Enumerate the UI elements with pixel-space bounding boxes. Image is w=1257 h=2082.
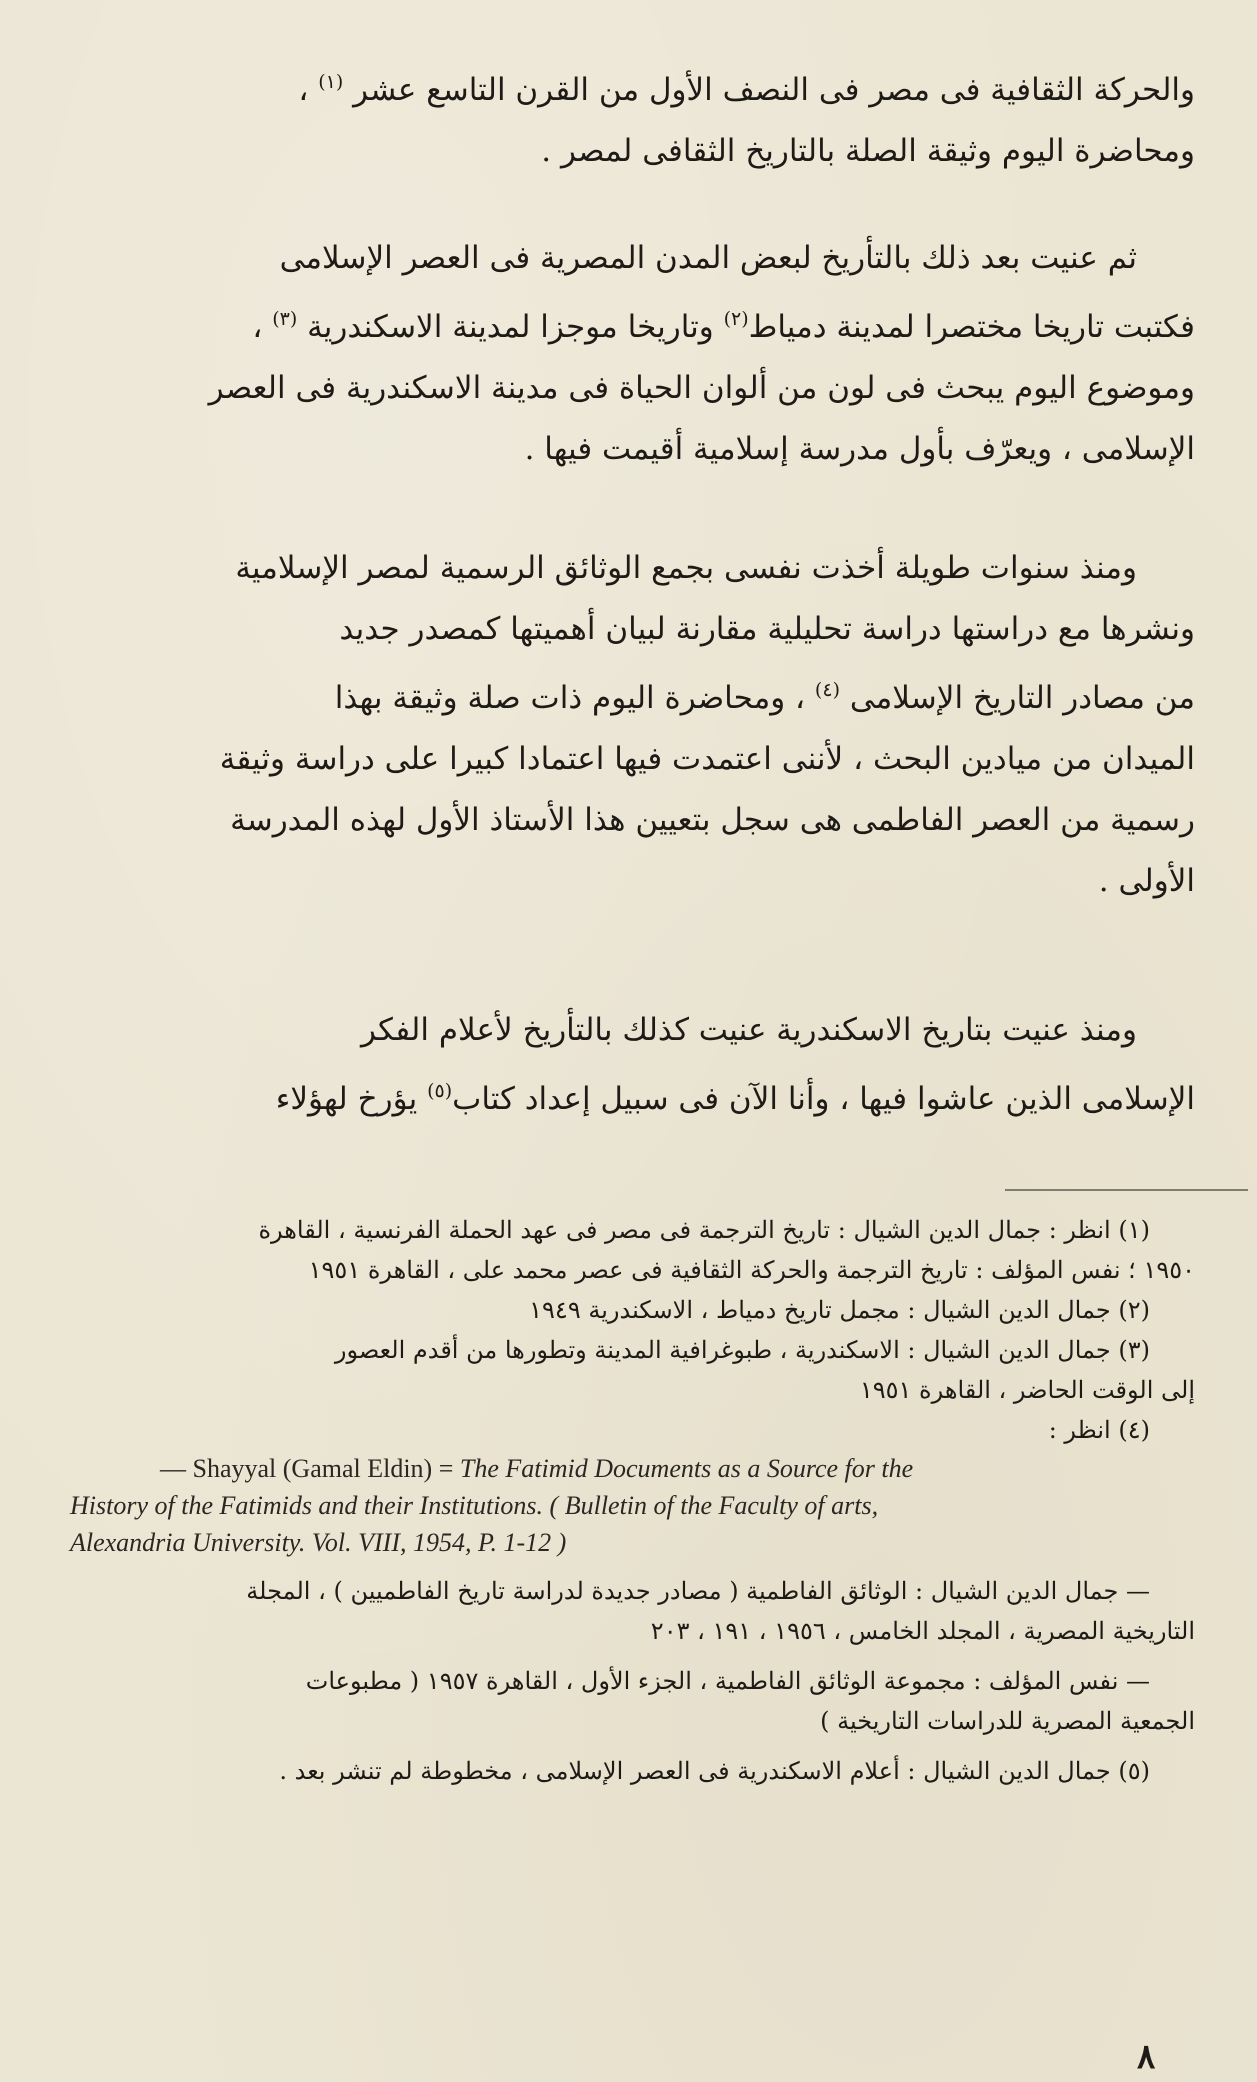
footnote-1: (١) انظر : جمال الدين الشيال : تاريخ الترجمة فى مصر فى عهد الحملة الفرنسية ، القاهرة ١٩٥٠ ؛ نفس المؤلف : تاريخ الترجمة والحركة الثقافية فى عصر محمد على ، القاهرة ١٩٥١ [258,1216,1195,1284]
paragraph-1-line-1: والحركة الثقافية فى مصر فى النصف الأول من القرن التاسع عشر $^{(١)}$ ، [298,71,1195,108]
paragraph-1 [70,52,1195,182]
footnote-divider [1005,1189,1248,1191]
paragraph-3-line-2: ونشرها مع دراستها دراسة تحليلية مقارنة لبيان أهميتها كمصدر جديد [339,611,1195,647]
page-number: ٨ [1137,2037,1156,2077]
footnote-4-arabic-ref-1: — جمال الدين الشيال : الوثائق الفاطمية ( مصادر جديدة لدراسة تاريخ الفاطميين ) ، المجلة التاريخية المصرية ، المجلد الخامس ، ١٩٥٦ ، ١٩١ ، ٢٠٣ [246,1577,1195,1645]
paragraph-4-line-2: الإسلامى الذين عاشوا فيها ، وأنا الآن فى سبيل إعداد كتاب$^{(٥)}$ يؤرخ لهؤلاء [275,1080,1195,1117]
footnote-ref-1[interactable]: (١) [318,71,344,93]
footnote-ref-5[interactable]: (٥) [427,1080,453,1102]
footnote-5: (٥) جمال الدين الشيال : أعلام الاسكندرية فى العصر الإسلامى ، مخطوطة لم تنشر بعد . [279,1757,1150,1785]
footnote-2-marker: (٢) [1118,1296,1150,1324]
footnote-4: (٤) انظر : — Shayyal (Gamal Eldin) = The Fatimid Documents as a Source for the History of the Fatimids and their Institutions. ( Bulletin of the Faculty of arts, Alexandria University. Vol. VIII, 1954, P. 1-12 ) — جمال الدين الشيال : الوثائق الفاطمية ( مصادر جديدة لدراسة تاريخ الفاطميين ) ، المجلة التاريخية المصرية ، المجلد الخامس ، ١٩٥٦ ، ١٩١ ، ٢٠٣ — نفس المؤلف : مجموعة الوثائق الفاطمية ، الجزء الأول ، القاهرة ١٩٥٧ ( مطبوعات الجمعية المصرية للدراسات التاريخية ) [70,1410,1195,1741]
footnote-5-marker: (٥) [1118,1757,1150,1785]
footnote-2: (٢) جمال الدين الشيال : مجمل تاريخ دمياط ، الاسكندرية ١٩٤٩ [529,1296,1150,1324]
footnote-4-arabic-ref-2: — نفس المؤلف : مجموعة الوثائق الفاطمية ، الجزء الأول ، القاهرة ١٩٥٧ ( مطبوعات الجمعية المصرية للدراسات التاريخية ) [305,1667,1195,1735]
footnote-4-marker: (٤) [1118,1416,1150,1444]
paragraph-3-line-3: من مصادر التاريخ الإسلامى $^{(٤)}$ ، ومحاضرة اليوم ذات صلة وثيقة بهذا [334,679,1195,716]
footnote-4-english-reference: — Shayyal (Gamal Eldin) = The Fatimid Documents as a Source for the History of the Fatimids and their Institutions. ( Bulletin of the Faculty of arts, Alexandria University. Vol. VIII, 1954, P. 1-12 ) [70,1454,914,1557]
footnote-3-marker: (٣) [1118,1336,1150,1364]
paragraph-1-line-2: ومحاضرة اليوم وثيقة الصلة بالتاريخ الثقافى لمصر . [541,133,1195,169]
footnote-ref-2[interactable]: (٢) [723,308,749,330]
footnotes [70,1210,1195,1791]
footnote-3: (٣) جمال الدين الشيال : الاسكندرية ، طبوغرافية المدينة وتطورها من أقدم العصور إلى الوقت الحاضر ، القاهرة ١٩٥١ [334,1336,1195,1404]
paragraph-3-line-5: رسمية من العصر الفاطمى هى سجل بتعيين هذا الأستاذ الأول لهذه المدرسة [230,802,1195,838]
paragraph-3 [70,538,1195,912]
paragraph-2-line-1: ثم عنيت بعد ذلك بالتأريخ لبعض المدن المصرية فى العصر الإسلامى [279,240,1137,276]
paragraph-2-line-3: وموضوع اليوم يبحث فى لون من ألوان الحياة فى مدينة الاسكندرية فى العصر [208,370,1195,406]
paragraph-3-line-4: الميدان من ميادين البحث ، لأننى اعتمدت فيها اعتمادا كبيرا على دراسة وثيقة [219,741,1195,777]
paragraph-4 [70,1000,1195,1130]
footnote-1-marker: (١) [1118,1216,1150,1244]
paragraph-4-line-1: ومنذ عنيت بتاريخ الاسكندرية عنيت كذلك بالتأريخ لأعلام الفكر [361,1012,1137,1048]
footnote-ref-3[interactable]: (٣) [272,308,298,330]
footnote-ref-4[interactable]: (٤) [814,679,840,701]
paragraph-3-line-1: ومنذ سنوات طويلة أخذت نفسى بجمع الوثائق الرسمية لمصر الإسلامية [235,550,1137,586]
paragraph-3-line-6: الأولى . [1098,863,1195,899]
paragraph-2 [70,228,1195,480]
paragraph-2-line-2: فكتبت تاريخا مختصرا لمدينة دمياط$^{(٢)}$ وتاريخا موجزا لمدينة الاسكندرية $^{(٣)}$ ، [252,308,1195,345]
paragraph-2-line-4: الإسلامى ، ويعرّف بأول مدرسة إسلامية أقيمت فيها . [524,431,1195,467]
